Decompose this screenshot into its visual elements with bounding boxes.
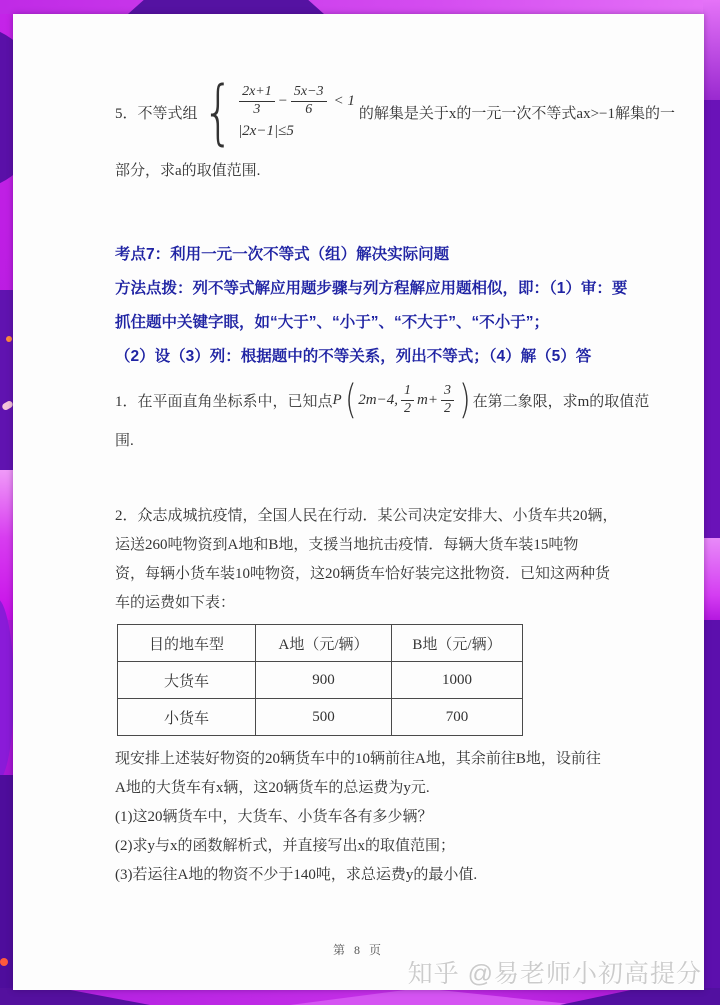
system-row-1 (236, 84, 355, 119)
table-cell: 1000 (392, 662, 523, 699)
problem-5-line-1 (115, 70, 675, 154)
problem-2 (115, 502, 618, 890)
bg-right-topglow (703, 0, 720, 100)
system-brace: { (202, 71, 234, 153)
bg-left-bright (0, 470, 14, 620)
table-cell: 大货车 (118, 662, 256, 699)
bg-top-band (0, 0, 720, 14)
problem-2-line-3: 资，每辆小货车装10吨物资，这20辆货车恰好装完这批物资．已知这两种货 (115, 566, 611, 582)
bg-right-bottom (703, 620, 720, 1005)
table-cell: 500 (256, 699, 392, 736)
fraction-1-numerator: 2x+1 (239, 84, 275, 102)
page-content (115, 14, 675, 890)
fraction-half-numerator: 1 (401, 383, 414, 401)
problem-2-line-4: 车的运费如下表： (115, 595, 236, 611)
point-label: P (332, 391, 342, 408)
coordinate-x: 2m−4, (358, 391, 399, 408)
coordinate-mid: m+ (417, 391, 438, 408)
problem-5-line-2: 部分，求a的取值范围. (115, 163, 261, 179)
problem-5-prefix: 5．不等式组 (115, 105, 198, 122)
method-tips-line-2: 抓住题中关键字眼，如“大于”、“小于”、“不大于”、“不小于”； (115, 314, 550, 331)
problem-2-after-line-1: 现安排上述装好物资的20辆货车中的10辆前往A地，其余前往B地，设前往 (115, 751, 601, 767)
document-page (13, 14, 704, 990)
problem-2-question-2: (2)求y与x的函数解析式，并直接写出x的取值范围； (115, 838, 455, 854)
fraction-half (401, 383, 414, 418)
testpoint-7-block (115, 238, 628, 374)
problem-2-questions (115, 745, 607, 890)
table-cell: 700 (392, 699, 523, 736)
problem-5 (115, 70, 675, 188)
problem-1-suffix: 在第二象限，求m的取值范 (472, 393, 650, 410)
fraction-2-numerator: 5x−3 (291, 84, 327, 102)
table-row (118, 662, 523, 699)
open-paren: ( (344, 377, 357, 423)
bg-orange-dot-upper (6, 336, 12, 342)
table-header-cell: 目的地车型 (118, 625, 256, 662)
point-coordinates (358, 383, 457, 418)
fraction-half-denominator: 2 (404, 400, 412, 416)
comparison: < 1 (333, 92, 355, 109)
fraction-three-halves-numerator: 3 (441, 383, 454, 401)
minus-sign: − (277, 92, 288, 109)
inequality-system (236, 84, 355, 141)
page-number: 第 8 页 (332, 943, 384, 957)
table-cell: 小货车 (118, 699, 256, 736)
problem-2-question-1: (1)这20辆货车中，大货车、小货车各有多少辆？ (115, 809, 433, 825)
problem-1-line-1 (115, 376, 650, 424)
bg-top-dark-trapezoid (128, 0, 324, 14)
table-header-cell: B地（元/辆） (392, 625, 523, 662)
problem-5-suffix: 的解集是关于x的一元一次不等式ax>−1解集的一 (358, 105, 675, 122)
system-row-2: |2x−1|≤5 (238, 123, 294, 140)
problem-1-line-2: 围. (115, 433, 134, 449)
bg-orange-dot-lower (0, 958, 8, 966)
problem-2-line-2: 运送260吨物资到A地和B地，支援当地抗击疫情．每辆大货车装15吨物 (115, 537, 579, 553)
table-header-row (118, 625, 523, 662)
fraction-2 (291, 84, 327, 119)
freight-cost-table (117, 624, 523, 736)
zhihu-watermark: 知乎 @易老师小初高提分 (407, 960, 702, 988)
bg-right-bright (703, 538, 720, 620)
bg-left-bottom (0, 775, 14, 1005)
fraction-2-denominator: 6 (305, 101, 313, 117)
problem-2-line-1: 2．众志成城抗疫情，全国人民在行动．某公司决定安排大、小货车共20辆， (115, 508, 618, 524)
fraction-three-halves (441, 383, 454, 418)
problem-2-question-3: (3)若运往A地的物资不少于140吨，求总运费y的最小值. (115, 867, 478, 883)
close-paren: ) (458, 377, 471, 423)
testpoint-7-title: 考点7：利用一元一次不等式（组）解决实际问题 (115, 246, 450, 263)
fraction-three-halves-denominator: 2 (443, 400, 451, 416)
fraction-1 (239, 84, 275, 119)
problem-1-prefix: 1．在平面直角坐标系中，已知点 (115, 393, 333, 410)
table-row (118, 699, 523, 736)
method-tips-line-3: （2）设（3）列：根据题中的不等关系，列出不等式；（4）解（5）答 (115, 348, 592, 365)
fraction-1-denominator: 3 (253, 101, 261, 117)
bg-left-mid (0, 290, 14, 470)
method-tips-line-1: 方法点拨：列不等式解应用题步骤与列方程解应用题相似，即：（1）审：要 (115, 280, 628, 297)
problem-1 (115, 376, 650, 458)
table-cell: 900 (256, 662, 392, 699)
table-header-cell: A地（元/辆） (256, 625, 392, 662)
problem-2-after-line-2: A地的大货车有x辆，这20辆货车的总运费为y元. (115, 780, 430, 796)
